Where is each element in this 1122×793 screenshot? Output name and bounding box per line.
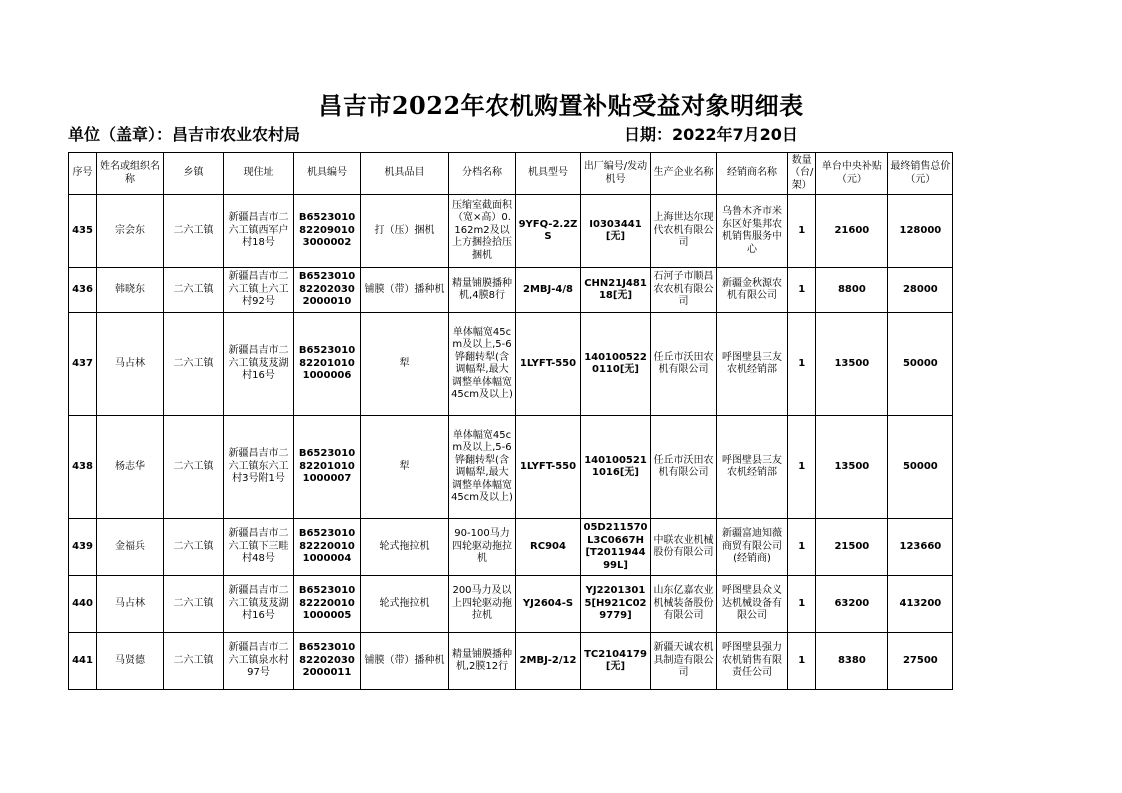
table-cell: 1 — [788, 195, 816, 268]
table-cell: 二六工镇 — [164, 633, 224, 690]
table-cell: 新疆昌吉市二六工镇东六工村3号附1号 — [224, 416, 294, 519]
table-cell: B6523010822020302000011 — [294, 633, 361, 690]
table-cell: B6523010822200101000005 — [294, 576, 361, 633]
table-cell: 新疆昌吉市二六工镇芨芨湖村16号 — [224, 576, 294, 633]
table-cell: 呼图壁县众义达机械设备有限公司 — [717, 576, 788, 633]
table-cell: YJ22013015[H921C029779] — [581, 576, 651, 633]
table-cell: 新疆昌吉市二六工镇上六工村92号 — [224, 268, 294, 313]
table-cell: 杨志华 — [97, 416, 164, 519]
table-cell: 中联农业机械股份有限公司 — [651, 519, 717, 576]
table-cell: 马占林 — [97, 576, 164, 633]
table-cell: 铺膜（带）播种机 — [361, 268, 449, 313]
table-cell: 1 — [788, 633, 816, 690]
table-cell: 石河子市顺昌农农机有限公司 — [651, 268, 717, 313]
table-cell: 马占林 — [97, 313, 164, 416]
table-cell: 呼图壁县三友农机经销部 — [717, 416, 788, 519]
table-cell: 乌鲁木齐市米东区好集邦农机销售服务中心 — [717, 195, 788, 268]
table-row — [69, 195, 953, 268]
table-cell: 二六工镇 — [164, 576, 224, 633]
table-cell: 21500 — [816, 519, 888, 576]
table-cell: 440 — [69, 576, 97, 633]
table-cell: 9YFQ-2.2ZS — [516, 195, 581, 268]
header-cell: 乡镇 — [164, 153, 224, 195]
date-label: 日期：2022年7月20日 — [624, 125, 798, 144]
table-cell: 马贤德 — [97, 633, 164, 690]
table-cell: 轮式拖拉机 — [361, 519, 449, 576]
header-cell: 数量（台/架） — [788, 153, 816, 195]
table-cell: 05D211570L3C0667H[T201194499L] — [581, 519, 651, 576]
table-cell: 上海世达尔现代农机有限公司 — [651, 195, 717, 268]
table-cell: B6523010822020302000010 — [294, 268, 361, 313]
table-cell: YJ2604-S — [516, 576, 581, 633]
table-cell: 8380 — [816, 633, 888, 690]
table-cell: 413200 — [888, 576, 953, 633]
table-cell: 韩晓东 — [97, 268, 164, 313]
table-cell: 呼图壁县三友农机经销部 — [717, 313, 788, 416]
table-cell: B6523010822010101000006 — [294, 313, 361, 416]
table-cell: 二六工镇 — [164, 195, 224, 268]
table-cell: 单体幅宽45cm及以上,5-6铧翻转犁(含调幅犁,最大调整单体幅宽45cm及以上) — [449, 416, 516, 519]
table-cell: 1401005220110[无] — [581, 313, 651, 416]
table-cell: 二六工镇 — [164, 416, 224, 519]
table-row — [69, 633, 953, 690]
table-cell: 21600 — [816, 195, 888, 268]
table-cell: 呼图壁县强力农机销售有限责任公司 — [717, 633, 788, 690]
header-cell: 最终销售总价（元） — [888, 153, 953, 195]
header-row — [69, 153, 953, 195]
table-cell: 山东亿嘉农业机械装备股份有限公司 — [651, 576, 717, 633]
header-cell: 单台中央补贴（元） — [816, 153, 888, 195]
table-cell: 436 — [69, 268, 97, 313]
table-cell: 单体幅宽45cm及以上,5-6铧翻转犁(含调幅犁,最大调整单体幅宽45cm及以上) — [449, 313, 516, 416]
table-cell: 435 — [69, 195, 97, 268]
table-cell: 二六工镇 — [164, 519, 224, 576]
table-cell: 任丘市沃田农机有限公司 — [651, 416, 717, 519]
table-cell: 精量铺膜播种机,4膜8行 — [449, 268, 516, 313]
table-cell: I0303441[无] — [581, 195, 651, 268]
table-cell: 打（压）捆机 — [361, 195, 449, 268]
table-cell: 任丘市沃田农机有限公司 — [651, 313, 717, 416]
page-title: 昌吉市2022年农机购置补贴受益对象明细表 — [318, 91, 804, 120]
table-cell: 13500 — [816, 416, 888, 519]
table-row — [69, 576, 953, 633]
table-cell: 新疆金秋源农机有限公司 — [717, 268, 788, 313]
table-cell: 1 — [788, 416, 816, 519]
table-cell: 128000 — [888, 195, 953, 268]
table-cell: 新疆昌吉市二六工镇泉水村97号 — [224, 633, 294, 690]
table-cell: 63200 — [816, 576, 888, 633]
table-cell: 1 — [788, 576, 816, 633]
table-cell: 犁 — [361, 313, 449, 416]
unit-label: 单位（盖章）：昌吉市农业农村局 — [68, 125, 301, 144]
table-cell: 新疆天诚农机具制造有限公司 — [651, 633, 717, 690]
table-cell: B6523010822200101000004 — [294, 519, 361, 576]
table-cell: B6523010822010101000007 — [294, 416, 361, 519]
table-row — [69, 416, 953, 519]
table-cell: 新疆富迪知薇商贸有限公司(经销商) — [717, 519, 788, 576]
table-cell: 宗会东 — [97, 195, 164, 268]
table-cell: 441 — [69, 633, 97, 690]
table-cell: 1 — [788, 268, 816, 313]
header-cell: 生产企业名称 — [651, 153, 717, 195]
table-cell: 铺膜（带）播种机 — [361, 633, 449, 690]
table-cell: 90-100马力四轮驱动拖拉机 — [449, 519, 516, 576]
table-row — [69, 519, 953, 576]
table-row — [69, 268, 953, 313]
header-cell: 序号 — [69, 153, 97, 195]
table-cell: 精量铺膜播种机,2膜12行 — [449, 633, 516, 690]
table-row — [69, 313, 953, 416]
table-cell: 438 — [69, 416, 97, 519]
header-cell: 机具型号 — [516, 153, 581, 195]
table-cell: 1LYFT-550 — [516, 313, 581, 416]
table-cell: 2MBJ-4/8 — [516, 268, 581, 313]
table-cell: 1 — [788, 313, 816, 416]
table-cell: 8800 — [816, 268, 888, 313]
beneficiary-table — [68, 152, 953, 690]
table-cell: 1LYFT-550 — [516, 416, 581, 519]
table-cell: 金福兵 — [97, 519, 164, 576]
table-cell: 二六工镇 — [164, 268, 224, 313]
header-cell: 出厂编号/发动机号 — [581, 153, 651, 195]
table-cell: 50000 — [888, 416, 953, 519]
table-cell: 200马力及以上四轮驱动拖拉机 — [449, 576, 516, 633]
table-cell: 1401005211016[无] — [581, 416, 651, 519]
table-cell: 439 — [69, 519, 97, 576]
table-cell: 轮式拖拉机 — [361, 576, 449, 633]
header-cell: 姓名或组织名称 — [97, 153, 164, 195]
table-cell: 437 — [69, 313, 97, 416]
table-cell: TC2104179[无] — [581, 633, 651, 690]
table-cell: 犁 — [361, 416, 449, 519]
header-cell: 分档名称 — [449, 153, 516, 195]
table-cell: 28000 — [888, 268, 953, 313]
header-cell: 机具编号 — [294, 153, 361, 195]
table-cell: 新疆昌吉市二六工镇下三畦村48号 — [224, 519, 294, 576]
table-cell: 新疆昌吉市二六工镇西军户村18号 — [224, 195, 294, 268]
table-cell: RC904 — [516, 519, 581, 576]
table-cell: CHN21J48118[无] — [581, 268, 651, 313]
table-cell: 27500 — [888, 633, 953, 690]
table-cell: 新疆昌吉市二六工镇芨芨湖村16号 — [224, 313, 294, 416]
table-cell: B6523010822090103000002 — [294, 195, 361, 268]
table-cell: 压缩室截面积（宽×高）0.162m2及以上方捆捡拾压捆机 — [449, 195, 516, 268]
table-cell: 1 — [788, 519, 816, 576]
table-cell: 13500 — [816, 313, 888, 416]
table-cell: 123660 — [888, 519, 953, 576]
table-cell: 50000 — [888, 313, 953, 416]
table-cell: 二六工镇 — [164, 313, 224, 416]
table-cell: 2MBJ-2/12 — [516, 633, 581, 690]
header-cell: 经销商名称 — [717, 153, 788, 195]
header-cell: 机具品目 — [361, 153, 449, 195]
header-cell: 现住址 — [224, 153, 294, 195]
